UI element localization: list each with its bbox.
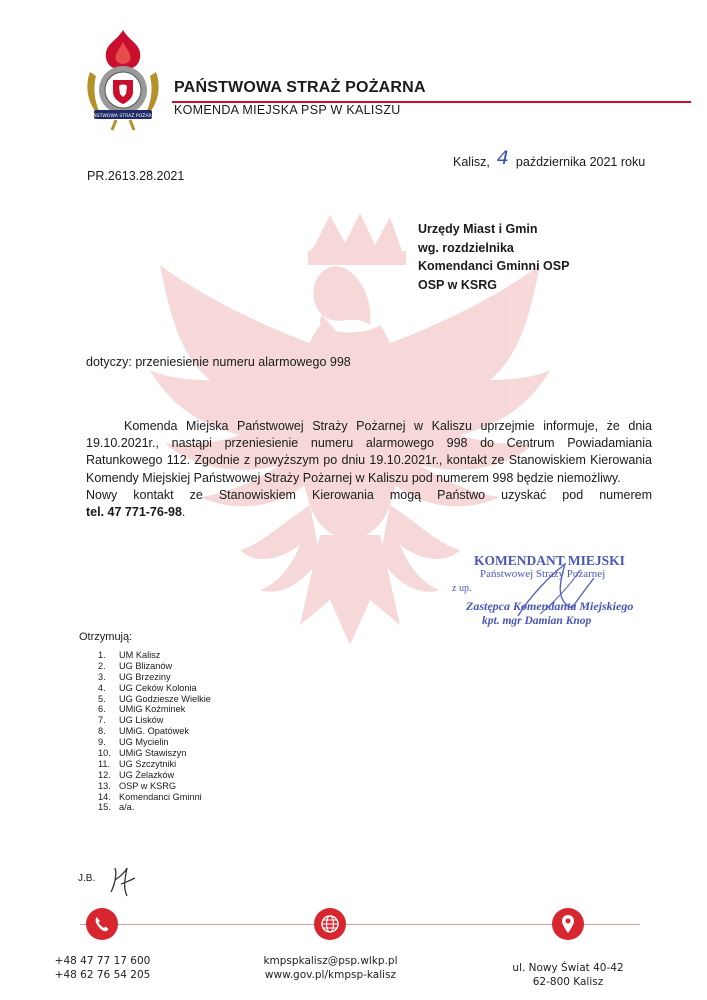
stamp-subtitle: Państwowej Straży Pożarnej: [480, 568, 606, 580]
organization-name: PAŃSTWOWA STRAŻ POŻARNA: [174, 79, 426, 96]
phone-line: [86, 504, 652, 521]
author-initials: J.B.: [78, 873, 96, 884]
footer-contacts: [243, 955, 418, 982]
footer-address: [478, 962, 658, 989]
recipient-line: Urzędy Miast i Gmin: [418, 222, 538, 236]
subject-line: dotyczy: przeniesienie numeru alarmowego 998: [86, 355, 351, 369]
list-item: 7. UG Lisków: [98, 715, 164, 726]
list-item: 5. UG Godziesze Wielkie: [98, 693, 211, 704]
recipient-line: wg. rozdzielnika: [418, 240, 514, 255]
list-item: 11. UG Szczytniki: [98, 758, 177, 769]
distribution-title: Otrzymują:: [79, 631, 133, 643]
list-item: 10. UMiG Stawiszyn: [98, 748, 187, 759]
body-paragraph-1: Komenda Miejska Państwowej Straży Pożarnej w Kaliszu uprzejmie informuje, że dnia 19.10.2021r., nastąpi przeniesienie numeru alarmowego 998 do Centrum Powiadamiania Ratunkowego 112. Zgodnie z powyższym po dniu 19.10.2021r., kontakt ze Stanowiskiem Kierowania Komendy Miejskiej Państwowej Straży Pożarnej w Kaliszu pod numerem 998 będzie niemożliwy.: [86, 419, 652, 485]
organization-subname: KOMENDA MIEJSKA PSP W KALISZU: [174, 103, 401, 117]
list-item: 13. OSP w KSRG: [98, 780, 177, 791]
list-item: 2. UG Blizanów: [98, 660, 173, 671]
phone-period: .: [181, 505, 186, 520]
date-prefix: Kalisz,: [453, 155, 490, 169]
footer-email-link[interactable]: kmpspkalisz@psp.wlkp.pl: [263, 955, 398, 967]
recipient-line: Komendanci Gminni OSP: [418, 259, 570, 273]
reference-number: PR.2613.28.2021: [87, 169, 185, 183]
list-item: 14. Komendanci Gminni: [98, 791, 202, 802]
svg-text:PAŃSTWOWA STRAŻ POŻARNA: PAŃSTWOWA STRAŻ POŻARNA: [87, 114, 159, 119]
phone-icon: [86, 908, 118, 940]
date-suffix: października 2021 roku: [515, 155, 646, 169]
footer-address-city: 62-800 Kalisz: [532, 975, 604, 988]
recipient-line: OSP w KSRG: [418, 277, 497, 292]
globe-icon: [314, 908, 346, 940]
list-item: 4. UG Ceków Kolonia: [98, 682, 197, 693]
location-pin-icon: [552, 908, 584, 940]
recipients-block: [418, 220, 569, 294]
stamp-position: Zastępca Komendanta Miejskiego: [466, 599, 634, 613]
footer-address-street: ul. Nowy Świat 40-42: [512, 962, 624, 974]
body-paragraph-2: Nowy kontakt ze Stanowiskiem Kierowania mogą Państwo uzyskać pod numerem: [86, 487, 652, 502]
list-item: 3. UG Brzeziny: [98, 671, 171, 682]
list-item: 12. UG Żelazków: [98, 769, 175, 780]
letter-body: [86, 418, 652, 521]
footer-website-link[interactable]: www.gov.pl/kmpsp-kalisz: [264, 968, 397, 981]
initials-scribble-icon: [107, 866, 137, 898]
distribution-list: [98, 650, 211, 813]
stamp-signatory: kpt. mgr Damian Knop: [482, 615, 592, 627]
psp-logo-icon: [82, 28, 164, 132]
list-item: 8. UMiG. Opatówek: [98, 726, 189, 737]
footer-phones: [40, 955, 165, 982]
footer-phone-1[interactable]: +48 47 77 17 600: [54, 955, 151, 967]
stamp-title: KOMENDANT MIEJSKI: [474, 553, 625, 568]
footer-phone-2[interactable]: +48 62 76 54 205: [54, 968, 151, 981]
list-item: 9. UG Mycielin: [98, 737, 169, 748]
date-line: [453, 149, 645, 171]
list-item: 1. UM Kalisz: [98, 650, 161, 660]
stamp-authorization: z up.: [452, 583, 472, 594]
date-day-handwritten: 4: [496, 147, 509, 169]
list-item: 6. UMiG Koźminek: [98, 704, 186, 715]
list-item: 15. a/a.: [98, 802, 135, 813]
contact-phone: tel. 47 771-76-98: [86, 505, 182, 520]
